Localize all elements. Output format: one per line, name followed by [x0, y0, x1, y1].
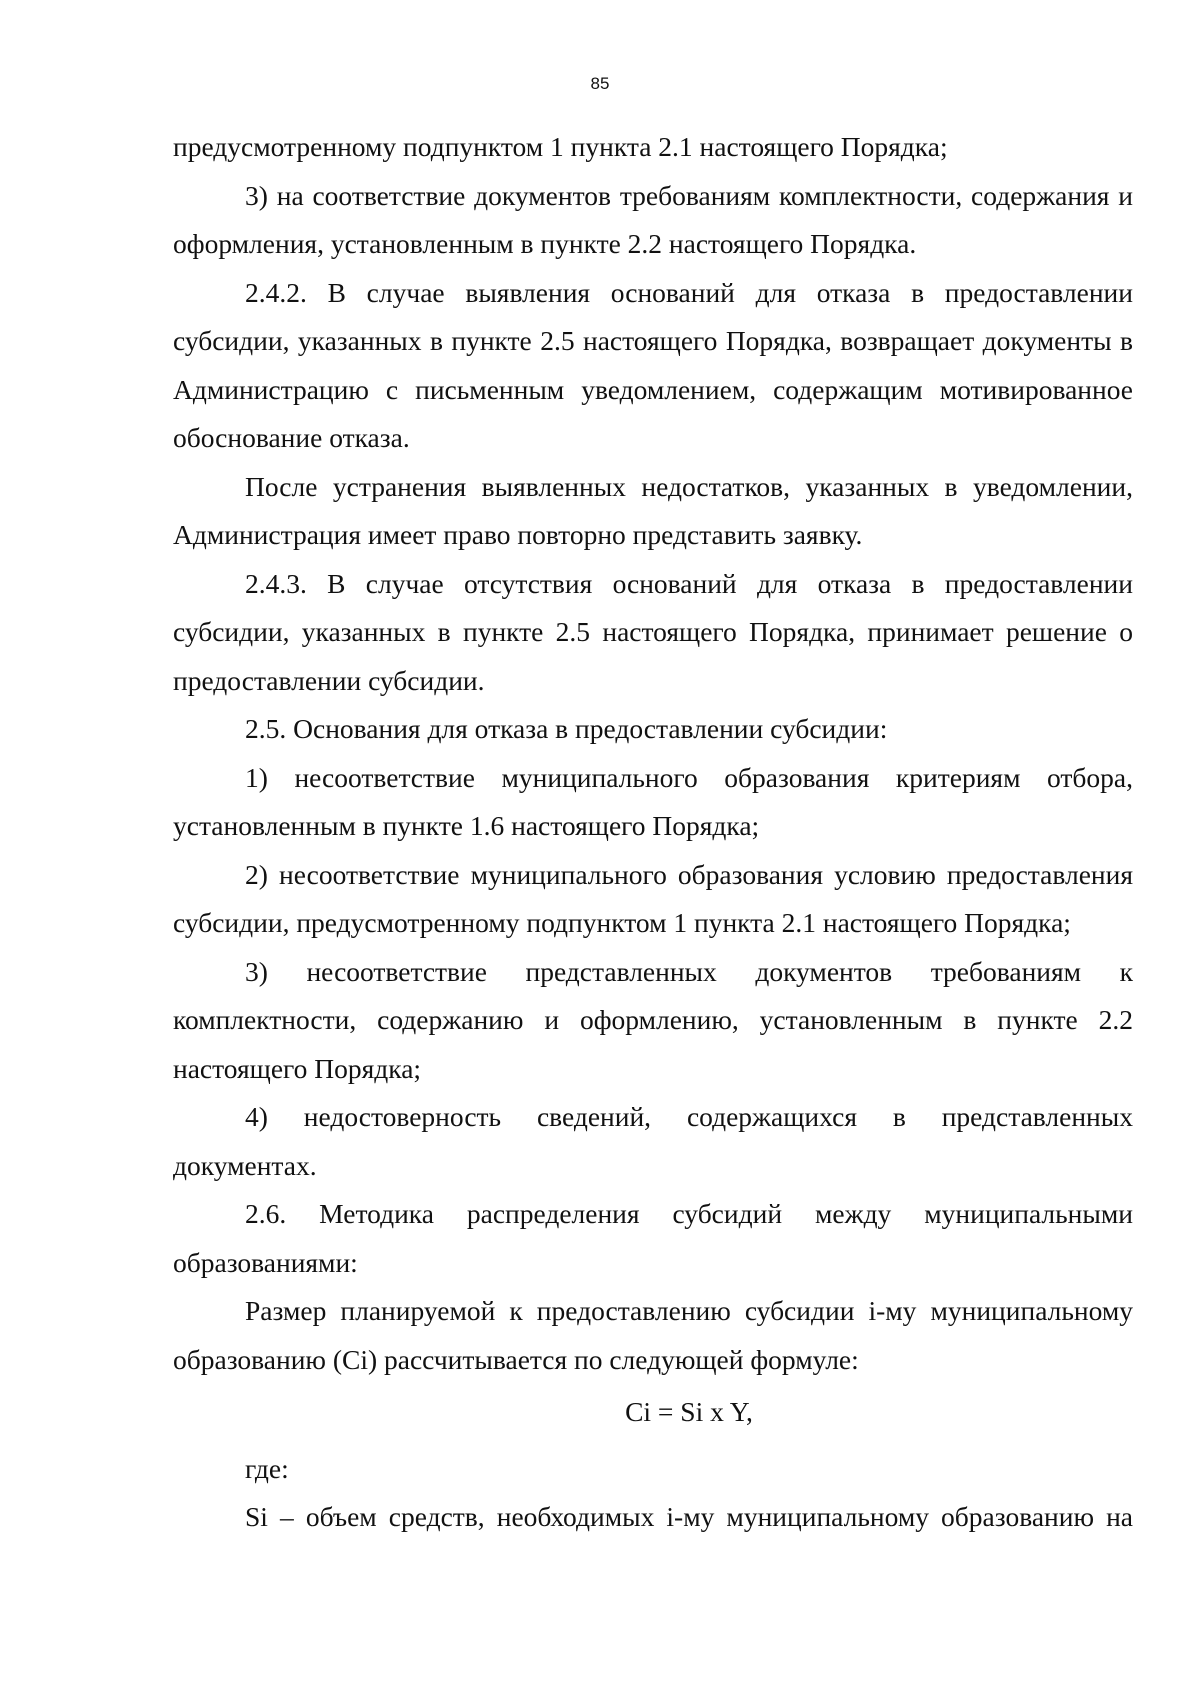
paragraph-continuation: предусмотренному подпунктом 1 пункта 2.1 настоящего Порядка; [173, 131, 948, 162]
paragraph-si-definition: Si – объем средств, необходимых i-му муниципальному образованию на [245, 1501, 1133, 1532]
page-number: 85 [590, 74, 610, 93]
paragraph-refusal-1: 1) несоответствие муниципального образования критериям отбора, установленным в пункте 1.6 настоящего Порядка; [173, 761, 1133, 841]
paragraph-refusal-3: 3) несоответствие представленных документов требованиям к комплектности, содержанию и оформлению, установленным в пункте 2.2 настоящего Порядка; [173, 955, 1133, 1084]
paragraph-refusal-2: 2) несоответствие муниципального образования условию предоставления субсидии, предусмотренному подпунктом 1 пункта 2.1 настоящего Порядка; [173, 858, 1133, 938]
paragraph-2-5-heading: 2.5. Основания для отказа в предоставлении субсидии: [245, 713, 888, 744]
paragraph-after-elimination: После устранения выявленных недостатков, указанных в уведомлении, Администрация имеет право повторно представить заявку. [173, 470, 1133, 550]
paragraph-2-4-3: 2.4.3. В случае отсутствия оснований для отказа в предоставлении субсидии, указанных в пункте 2.5 настоящего Порядка, принимает решение о предоставлении субсидии. [173, 567, 1133, 696]
formula: Ci = Si x Y, [625, 1396, 753, 1427]
paragraph-item-3-compliance: 3) на соответствие документов требованиям комплектности, содержания и оформления, установленным в пункте 2.2 настоящего Порядка. [173, 179, 1133, 259]
paragraph-2-6-methodology: 2.6. Методика распределения субсидий между муниципальными образованиями: [173, 1198, 1133, 1278]
paragraph-refusal-4: 4) недостоверность сведений, содержащихся в представленных документах. [173, 1101, 1133, 1181]
document-body [173, 123, 1133, 1542]
paragraph-where: где: [245, 1452, 289, 1484]
paragraph-subsidy-size: Размер планируемой к предоставлению субсидии i-му муниципальному образованию (Ci) рассчитывается по следующей формуле: [173, 1295, 1133, 1375]
paragraph-2-4-2: 2.4.2. В случае выявления оснований для отказа в предоставлении субсидии, указанных в пункте 2.5 настоящего Порядка, возвращает документы в Администрацию с письменным уведомлением, содержащим мотивированное обоснование отказа. [173, 276, 1133, 453]
